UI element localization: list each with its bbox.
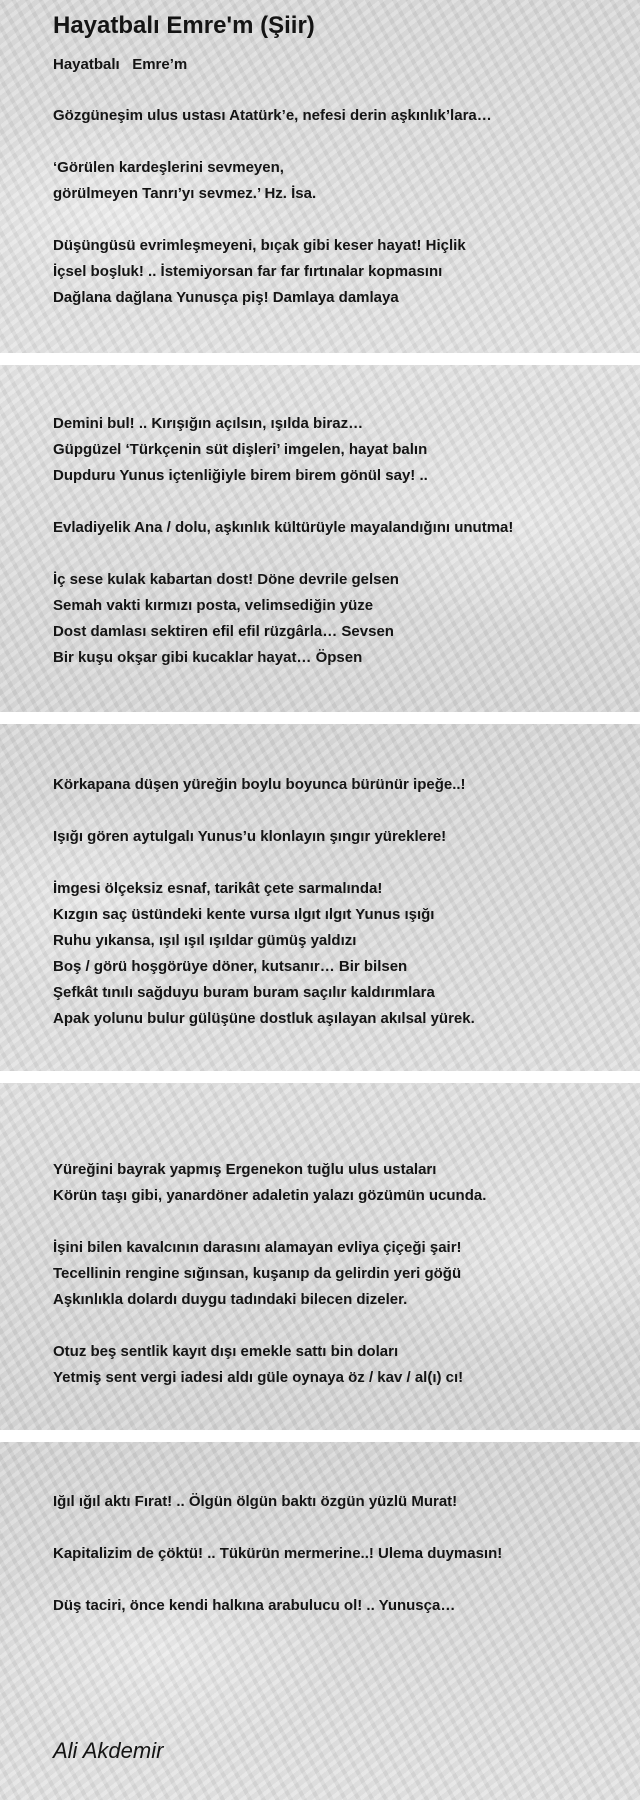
stanza (53, 1157, 486, 1209)
poem-line: Işığı gören aytulgalı Yunus’u klonlayın şıngır yüreklere! (53, 828, 447, 845)
stanza (53, 567, 399, 671)
poem-line: görülmeyen Tanrı’yı sevmez.’ Hz. İsa. (53, 185, 317, 202)
section-divider (0, 712, 640, 724)
stanza (53, 1593, 455, 1619)
poem-line: Otuz beş sentlik kayıt dışı emekle sattı bin doları (53, 1343, 399, 1360)
poem-line: Güpgüzel ‘Türkçenin süt dişleri’ imgelen, hayat balın (53, 441, 428, 458)
stanza (53, 824, 446, 850)
poem-line: İç sese kulak kabartan dost! Döne devrile gelsen (53, 571, 399, 588)
stanza (53, 1489, 457, 1515)
poem-line: Dağlana dağlana Yunusça piş! Damlaya damlaya (53, 289, 399, 306)
poem-line: Aşkınlıkla dolardı duygu tadındaki bilecen dizeler. (53, 1291, 408, 1308)
poem-line: Tecellinin rengine sığınsan, kuşanıp da gelirdin yeri göğü (53, 1265, 462, 1282)
section-divider (0, 353, 640, 365)
author-signature: Ali Akdemir (53, 1738, 164, 1763)
poem-line: Kapitalizim de çöktü! .. Tükürün mermerine..! Ulema duymasın! (53, 1545, 503, 1562)
stanza (53, 103, 492, 129)
poem-line: Iğıl ığıl aktı Fırat! .. Ölgün ölgün baktı özgün yüzlü Murat! (53, 1493, 458, 1510)
poem-line: Kızgın saç üstündeki kente vursa ılgıt ılgıt Yunus ışığı (53, 906, 435, 923)
poem-line: Boş / görü hoşgörüye döner, kutsanır… Bir bilsen (53, 958, 408, 975)
poem-line: Evladiyelik Ana / dolu, aşkınlık kültürüyle mayalandığını unutma! (53, 519, 514, 536)
stanza (53, 515, 513, 541)
poem-line: Gözgüneşim ulus ustası Atatürk’e, nefesi derin aşkınlık’lara… (53, 107, 492, 124)
poem-line: Körkapana düşen yüreğin boylu boyunca bürünür ipeğe..! (53, 776, 466, 793)
stanza (53, 772, 466, 798)
poem-subtitle: Hayatbalı Emre’m (53, 56, 188, 73)
stanza (53, 411, 428, 489)
stanza (53, 1541, 502, 1567)
poem-line: Şefkât tınılı sağduyu buram buram saçılır kaldırımlara (53, 984, 435, 1001)
stanza (53, 1339, 463, 1391)
poem-line: Semah vakti kırmızı posta, velimsediğin yüze (53, 597, 374, 614)
poem-line: Demini bul! .. Kırışığın açılsın, ışılda biraz… (53, 415, 364, 432)
poem-line: Apak yolunu bulur gülüşüne dostluk aşılayan akılsal yürek. (53, 1010, 475, 1027)
stanza (53, 876, 475, 1032)
poem-line: Körün taşı gibi, yanardöner adaletin yalazı gözümün ucunda. (53, 1187, 487, 1204)
section-divider (0, 1430, 640, 1442)
stanza (53, 1235, 462, 1313)
poem-line: Yetmiş sent vergi iadesi aldı güle oynaya öz / kav / al(ı) cı! (53, 1369, 464, 1386)
poem-line: İçsel boşluk! .. İstemiyorsan far far fırtınalar kopmasını (53, 263, 443, 280)
poem-title: Hayatbalı Emre'm (Şiir) (53, 12, 315, 39)
poem-line: Yüreğini bayrak yapmış Ergenekon tuğlu ulus ustaları (53, 1161, 437, 1178)
poem-line: Dupduru Yunus içtenliğiyle birem birem gönül say! .. (53, 467, 428, 484)
poem-line: Dost damlası sektiren efil efil rüzgârla… Sevsen (53, 623, 394, 640)
poem-line: İşini bilen kavalcının darasını alamayan evliya çiçeği şair! (53, 1239, 462, 1256)
poem-line: ‘Görülen kardeşlerini sevmeyen, (53, 159, 284, 176)
poem-line: Düş taciri, önce kendi halkına arabulucu ol! .. Yunusça… (53, 1597, 456, 1614)
poem-line: Düşüngüsü evrimleşmeyeni, bıçak gibi keser hayat! Hiçlik (53, 237, 466, 254)
section-divider (0, 1071, 640, 1083)
stanza (53, 233, 466, 311)
poem-line: Bir kuşu okşar gibi kucaklar hayat… Öpsen (53, 649, 363, 666)
poem-line: İmgesi ölçeksiz esnaf, tarikât çete sarmalında! (53, 880, 383, 897)
stanza (53, 155, 316, 207)
poem-line: Ruhu yıkansa, ışıl ışıl ışıldar gümüş yaldızı (53, 932, 357, 949)
